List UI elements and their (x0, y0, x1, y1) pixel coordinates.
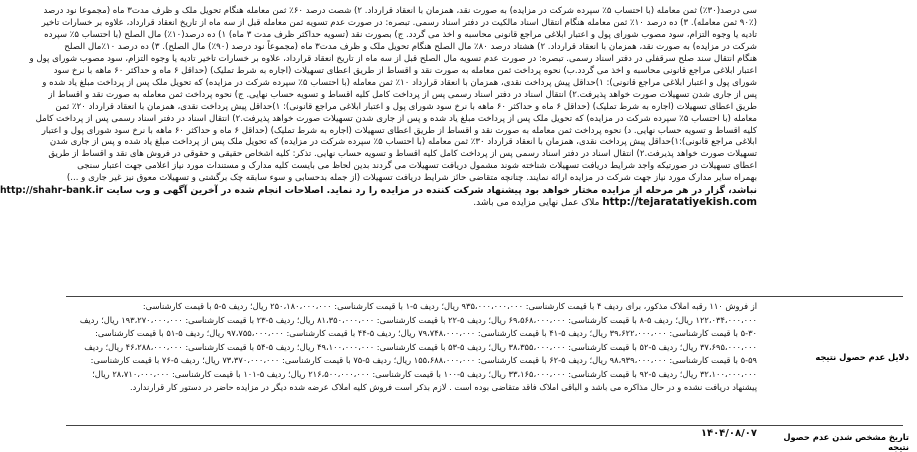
reason-section-label: دلایل عدم حصول نتیجه (815, 352, 909, 362)
reason-line: ۳۲،۱۰۰،۰۰۰،۰۰۰ ریال؛ ردیف ۵-۹۲ با قیمت کارشناسی: ۳۳،۱۶۵،۰۰۰،۰۰۰ ریال؛ ردیف ۵-۱۰۰ با قیمت کارشناسی: ۲۱۶،۵۰۰،۰۰۰،۰۰۰ ریال؛ ردیف ۵-۱۰۱ با قیمت کارشناسی: ۲۸،۷۱۰،۰۰۰،۰۰۰ ریال؛ (92, 368, 757, 379)
terms-line: شرکت در مزایده) به صورت نقد، همزمان با انعقاد قرارداد. ۲) هشتاد درصد ۸۰٪ مال الصلح هنگام تحویل ملک و ظرف مدت۳ ماه (مجموعاً نود درصد (۹۰٪) مال الصلح). ۳) ده درصد ۱۰٪مال الصلح (64, 41, 757, 52)
date-section-label: تاریخ مشخص شدن عدم حصول نتیجه (783, 432, 909, 452)
auction-terms-paragraph (0, 6, 757, 210)
terms-line: هنگام انتقال سند صلح سرقفلی در دفتر اسناد رسمی. تبصره: در صورت عدم تسویه مال الصلح قبل از سه ماه از تاریخ انعقاد قرارداد، علاوه بر خسارات تاخیر تادیه یا وجوه التزام، سود مصوب شورای پول و (29, 53, 757, 64)
section-divider (66, 425, 903, 426)
reason-line: ۵-۳۰ با قیمت کارشناسی: ۳۹،۶۲۲،۰۰۰،۰۰۰ ریال؛ ردیف ۵-۴۱ با قیمت کارشناسی: ۷۹،۷۴۸،۰۰۰،۰۰۰ ریال؛ ردیف ۵-۴۴ با قیمت کارشناسی: ۹۷،۷۵۵،۰۰۰،۰۰۰ ریال؛ ردیف ۵-۵۱ با قیمت کارشناسی: (95, 328, 757, 338)
terms-line: اعطای تسهیلات در صورتیکه واجد شرایط دریافت تسهیلات شناخته شوند مشمول دریافت تسهیلات می گردند بدین لحاظ می بایست کلیه مدارک و مستندات مورد نیاز اعلامی جهت اعتبار سنجی (77, 161, 757, 172)
bank-url-link[interactable]: http://shahr-bank.ir (0, 185, 104, 197)
reason-section-body (66, 300, 757, 395)
reason-line: ۵-۵۹ با قیمت کارشناسی: ۹۸،۹۳۹،۰۰۰،۰۰۰ ریال؛ ردیف ۵-۶۲ با قیمت کارشناسی: ۱۵۵،۶۸۸،۰۰۰،۰۰۰ ریال؛ ردیف ۵-۷۵ با قیمت کارشناسی: ۷۳،۳۷۰،۰۰۰،۰۰۰ ریال؛ ردیف ۵-۷۶ با قیمت کارشناسی: (90, 355, 757, 365)
terms-line: سی درصد(۳۰٪) ثمن معامله (با احتساب ۵٪ سپرده شرکت در مزایده) به صورت نقد، همزمان با انعقاد قرارداد. ۲) شصت درصد ۶۰٪ ثمن معامله هنگام تحویل ملک و ظرف مدت۳ ماه (مجموعا نود درصد (43, 6, 757, 16)
site-url-caption: ملاک عمل نهایی مزایده می باشد. (473, 198, 600, 209)
terms-line: ابلاغی مراجع قانونی):۱)حداقل پیش پرداخت نقدی، همزمان با انعقاد قرارداد ۳۰٪ ثمن معامله (با احتساب ۵٪ سپرده شرکت در مزایده) که تحویل ملک پس از پرداخت مبلغ یاد شده و پس از جاری شدن (49, 137, 757, 148)
site-url-link[interactable]: http://tejaratatiyekish.com (602, 197, 757, 209)
section-divider (66, 296, 903, 297)
terms-line: اعتبار ابلاغی مراجع قانونی محاسبه و اخذ می گردد.ب) نحوه پرداخت ثمن معامله به صورت نقد و اقساط از طریق اعطای تسهیلات (اجاره به شرط تملیک) (حداقل ۶ ماه و حداکثر ۶۰ ماهه با نرخ سود (53, 65, 757, 76)
terms-line: معامله (با احتساب ۵٪ سپرده شرکت در مزایده) که تحویل ملک پس از پرداخت مبلغ یاد شده و پس از جاری شدن تسهیلات صورت خواهد پذیرفت.۲) انتقال اسناد در دفتر اسناد رسمی پس از پرداخت کامل (35, 113, 757, 124)
terms-line: شورای پول و اعتبار ابلاغی مراجع قانونی): ۱)حداقل پیش پرداخت نقدی، همزمان با انعقاد قرارداد ۱۰٪ ثمن معامله (با احتساب ۵٪ سپرده شرکت در مزایده) که تحویل ملک پس از پرداخت مبلغ یاد شده و (42, 77, 757, 88)
terms-line-text: نباشد، گزار در هر مرحله از مزایده مختار خواهد بود پیشنهاد شرکت کننده در مزایده را رد نماید. اصلاحات انجام شده در آخرین آگهی و وب سایت (106, 185, 757, 197)
terms-line: بهمراه سایر مدارک مورد نیاز جهت شرکت در مزایده ارائه نمایند. چنانچه متقاضی حائز شرایط دریافت تسهیلات (از جمله بدحسابی و سوء سابقه چک برگشتی و تسهیلات معوق نیز غیر جاری و ...) (66, 173, 757, 184)
terms-line: پس از جاری شدن تسهیلات صورت خواهد پذیرفت.۲) انتقال اسناد در دفتر اسناد رسمی پس از پرداخت کامل کلیه اقساط و تسویه حساب نهایی. ج) نحوه پرداخت ثمن معامله به صورت نقد و اقساط از (48, 89, 757, 100)
terms-line: طریق اعطای تسهیلات (اجاره به شرط تملیک) (حداقل ۶ ماه و حداکثر ۶۰ ماهه با نرخ سود شورای پول و اعتبار ابلاغی مراجع قانونی): ۱)حداقل پیش پرداخت نقدی، همزمان با انعقاد قرارداد ۲۰٪ ثمن (55, 101, 757, 112)
reason-line: از فروش ۱۱۰ رقبه املاک مذکور، برای ردیف ۴ با قیمت کارشناسی: ۹۳۵،۰۰۰،۰۰۰،۰۰۰ ریال؛ ردیف ۵-۱ با قیمت کارشناسی: ۲۵۰،۱۸۰،۰۰۰،۰۰۰ ریال؛ ردیف ۵-۵ با قیمت کارشناسی: (142, 301, 757, 311)
reason-line: پیشنهاد دریافت نشده و در حال مذاکره می باشد و الباقی املاک فاقد متقاضی بوده است . لازم بذکر است فروش کلیه املاک عرضه شده دیگر در مزایده حاضر در دستور کار قرارندارد. (130, 382, 757, 392)
terms-line: (۹۰٪ ثمن معامله). ۳) ده درصد ۱۰٪ ثمن معامله هنگام انتقال اسناد مالکیت در دفتر اسناد رسمی. تبصره: در صورت عدم تسویه ثمن معامله قبل از سه ماه از تاریخ انعقاد قرارداد، علاوه بر خسارات تاخیر (41, 17, 757, 28)
terms-line-with-bank-url (0, 185, 757, 197)
result-date-value: ۱۴۰۴/۰۸/۰۷ (700, 428, 757, 439)
reason-line: ۳۷،۶۹۵،۰۰۰،۰۰۰ ریال؛ ردیف ۵-۵۲ با قیمت کارشناسی: ۳۸،۳۵۵،۰۰۰،۰۰۰ ریال؛ ردیف ۵-۵۳ با قیمت کارشناسی: ۴۹،۱۰۰،۰۰۰،۰۰۰ ریال؛ ردیف ۵-۵۴ با قیمت کارشناسی: ۴۶،۲۸۸،۰۰۰،۰۰۰ ریال؛ ردیف (84, 341, 757, 352)
terms-line: تادیه یا وجوه التزام، سود مصوب شورای پول و اعتبار ابلاغی مراجع قانونی محاسبه و اخذ می گردد. ج) بصورت نقد (تسویه حداکثر ظرف مدت ۳ ماه) ۱) ده درصد(۱۰٪) مال الصلح (با احتساب ۵٪ سپرده (44, 29, 757, 40)
terms-line: تسهیلات صورت خواهد پذیرفت.۲) انتقال اسناد در دفتر اسناد رسمی پس از پرداخت کامل کلیه اقساط و تسویه حساب نهایی. تذکر: کلیه اشخاص حقیقی و حقوقی در فروش های نقد و اقساط از طریق (48, 149, 757, 160)
reason-line: ۱۲۲،۰۳۴،۰۰۰،۰۰۰ ریال؛ ردیف ۵-۸ با قیمت کارشناسی: ۶۹،۵۶۸،۰۰۰،۰۰۰ ریال؛ ردیف ۵-۲۲ با قیمت کارشناسی: ۸۱،۳۵۰،۰۰۰،۰۰۰ ریال؛ ردیف ۵-۲۳ با قیمت کارشناسی: ۱۹۳،۲۷۰،۰۰۰،۰۰۰ ریال؛ ردیف (79, 314, 757, 325)
terms-line: کلیه اقساط و تسویه حساب نهایی. د) نحوه پرداخت ثمن معامله به صورت نقد و اقساط از طریق اعطای تسهیلات (اجاره به شرط تملیک) (حداقل ۶ ماه و حداکثر ۶۰ ماهه با نرخ سود شورای پول و اعتبار (41, 125, 757, 136)
site-url-line (66, 197, 757, 210)
